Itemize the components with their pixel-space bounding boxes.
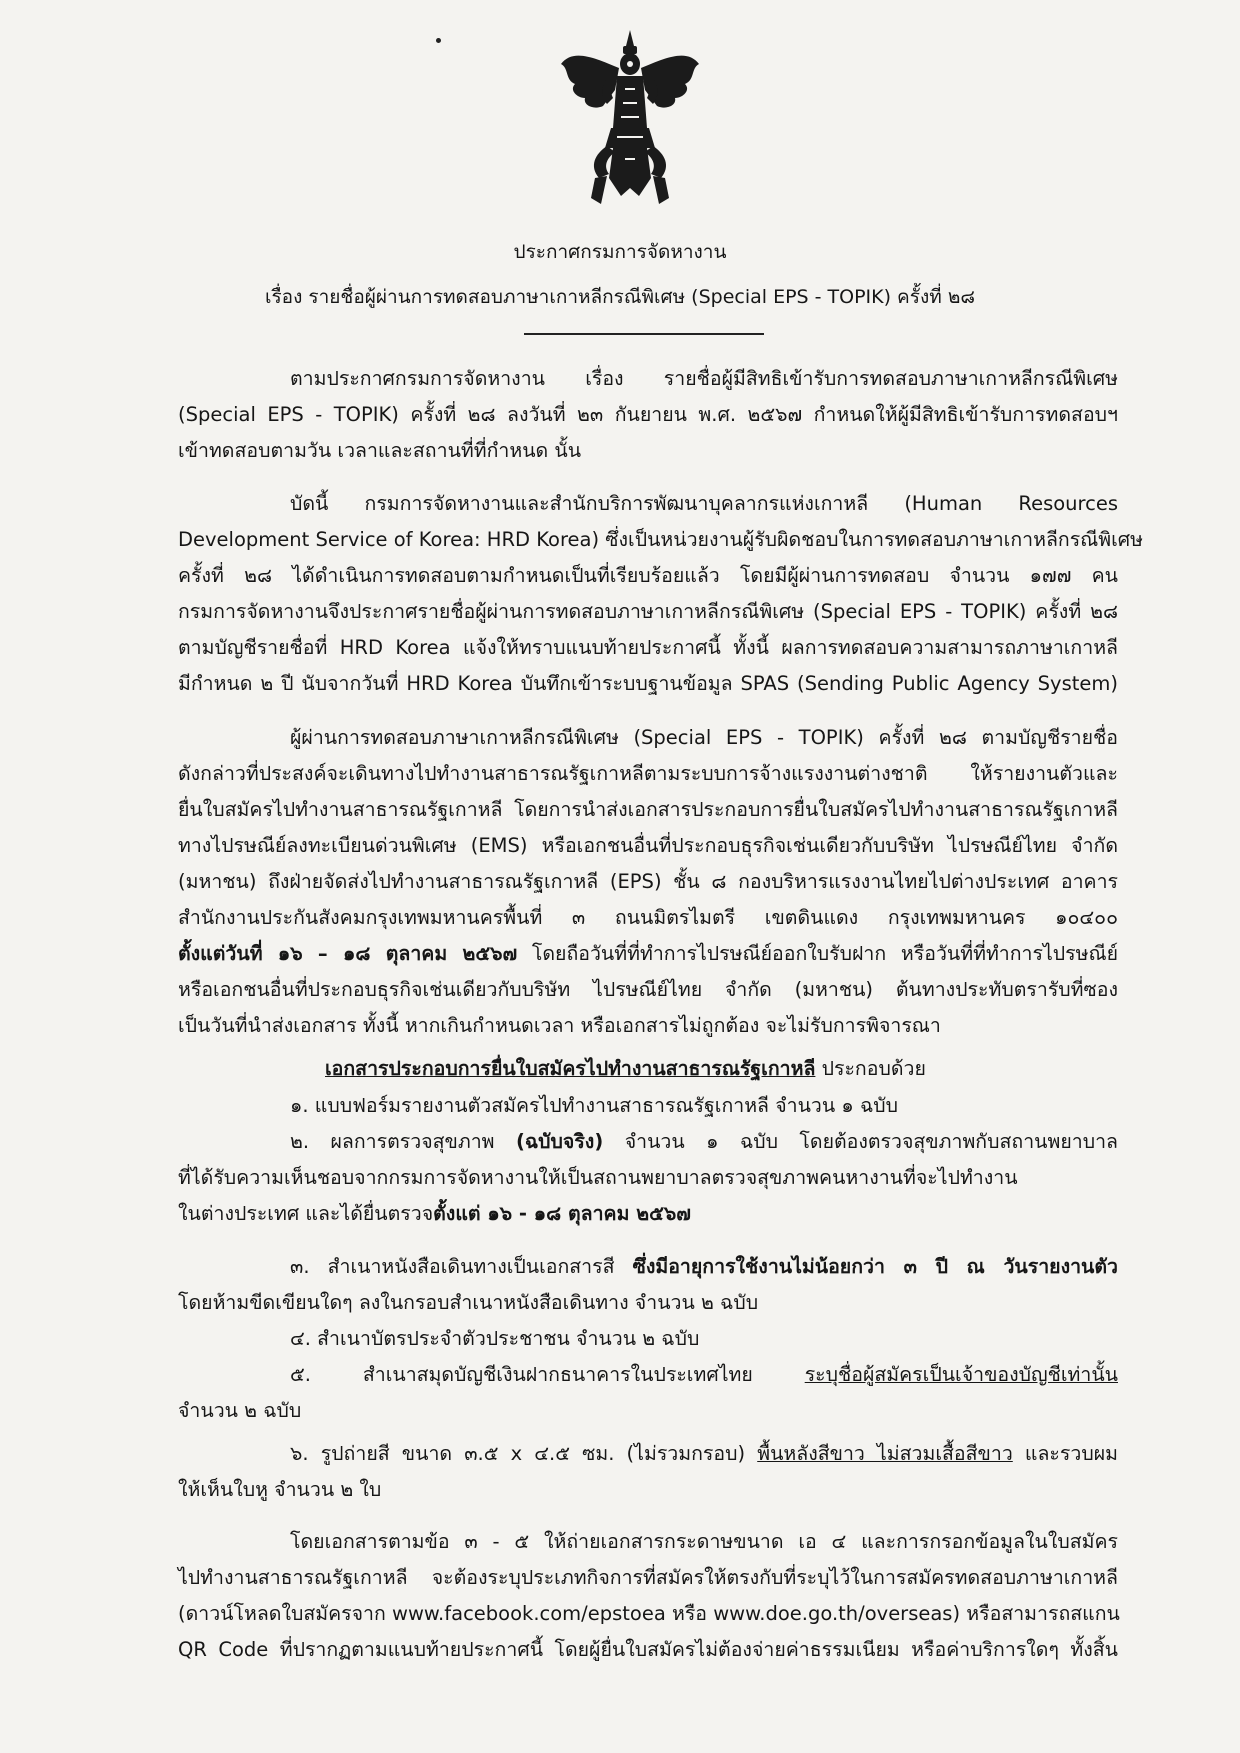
paragraph-3-line-8: หรือเอกชนอื่นที่ประกอบธุรกิจเช่นเดียวกับบริษัท ไปรษณีย์ไทย จำกัด (มหาชน) ต้นทางประทับตรารับที่ซอง <box>178 978 1118 1001</box>
submission-dates: ตั้งแต่วันที่ ๑๖ – ๑๘ ตุลาคม ๒๕๖๗ <box>178 942 518 965</box>
document-item-2: ๒. ผลการตรวจสุขภาพ (ฉบับจริง) จำนวน ๑ ฉบับ โดยต้องตรวจสุขภาพกับสถานพยาบาล <box>290 1130 1118 1153</box>
document-item-6-line-2: ให้เห็นใบหู จำนวน ๒ ใบ <box>178 1478 382 1501</box>
paragraph-4-line-4: QR Code ที่ปรากฏตามแนบท้ายประกาศนี้ โดยผู้ยื่นใบสมัครไม่ต้องจ่ายค่าธรรมเนียม หรือค่าบริการใดๆ ทั้งสิ้น <box>178 1638 1118 1661</box>
document-item-4: ๔. สำเนาบัตรประจำตัวประชาชน จำนวน ๒ ฉบับ <box>290 1327 700 1350</box>
paragraph-4-line-2: ไปทำงานสาธารณรัฐเกาหลี จะต้องระบุประเภทกิจการที่สมัครให้ตรงกับที่ระบุไว้ในการสมัครทดสอบภาษาเกาหลี <box>178 1566 1118 1589</box>
paragraph-2-line-1: บัดนี้ กรมการจัดหางานและสำนักบริการพัฒนาบุคลากรแห่งเกาหลี (Human Resources <box>290 492 1118 515</box>
paragraph-2-line-3: ครั้งที่ ๒๘ ได้ดำเนินการทดสอบตามกำหนดเป็นที่เรียบร้อยแล้ว โดยมีผู้ผ่านการทดสอบ จำนวน ๑๗๗ คน <box>178 564 1118 587</box>
paragraph-3-line-6: สำนักงานประกันสังคมกรุงเทพมหานครพื้นที่ ๓ ถนนมิตรไมตรี เขตดินแดง กรุงเทพมหานคร ๑๐๔๐๐ <box>178 906 1118 929</box>
paragraph-3-line-4: ทางไปรษณีย์ลงทะเบียนด่วนพิเศษ (EMS) หรือเอกชนอื่นที่ประกอบธุรกิจเช่นเดียวกับบริษัท ไปรษณีย์ไทย จำกัด <box>178 834 1118 857</box>
paragraph-3-line-9: เป็นวันที่นำส่งเอกสาร ทั้งนี้ หากเกินกำหนดเวลา หรือเอกสารไม่ถูกต้อง จะไม่รับการพิจารณา <box>178 1014 941 1037</box>
paragraph-2-line-5: ตามบัญชีรายชื่อที่ HRD Korea แจ้งให้ทราบแนบท้ายประกาศนี้ ทั้งนี้ ผลการทดสอบความสามารถภาษาเกาหลี <box>178 636 1118 659</box>
paragraph-2-line-6: มีกำหนด ๒ ปี นับจากวันที่ HRD Korea บันทึกเข้าระบบฐานข้อมูล SPAS (Sending Public Agency System) <box>178 672 1118 695</box>
paragraph-3-line-7: ตั้งแต่วันที่ ๑๖ – ๑๘ ตุลาคม ๒๕๖๗ โดยถือวันที่ที่ทำการไปรษณีย์ออกใบรับฝาก หรือวันที่ที่ทำการไปรษณีย์ <box>178 942 1119 965</box>
document-item-2-line-3: ในต่างประเทศ และได้ยื่นตรวจตั้งแต่ ๑๖ - ๑๘ ตุลาคม ๒๕๖๗ <box>178 1202 691 1225</box>
paragraph-1-line-2: (Special EPS - TOPIK) ครั้งที่ ๒๘ ลงวันที่ ๒๓ กันยายน พ.ศ. ๒๕๖๗ กำหนดให้ผู้มีสิทธิเข้ารับการทดสอบฯ <box>178 403 1118 426</box>
document-item-5-line-2: จำนวน ๒ ฉบับ <box>178 1399 302 1422</box>
document-item-3-line-2: โดยห้ามขีดเขียนใดๆ ลงในกรอบสำเนาหนังสือเดินทาง จำนวน ๒ ฉบับ <box>178 1291 759 1314</box>
garuda-emblem <box>555 28 705 208</box>
title-divider <box>524 333 764 335</box>
paragraph-3-line-1: ผู้ผ่านการทดสอบภาษาเกาหลีกรณีพิเศษ (Special EPS - TOPIK) ครั้งที่ ๒๘ ตามบัญชีรายชื่อ <box>290 726 1118 749</box>
paragraph-2-line-4: กรมการจัดหางานจึงประกาศรายชื่อผู้ผ่านการทดสอบภาษาเกาหลีกรณีพิเศษ (Special EPS - TOPIK) ครั้งที่ ๒๘ <box>178 600 1118 623</box>
announcement-subject: เรื่อง รายชื่อผู้ผ่านการทดสอบภาษาเกาหลีกรณีพิเศษ (Special EPS - TOPIK) ครั้งที่ ๒๘ <box>264 286 975 308</box>
paragraph-4-line-1: โดยเอกสารตามข้อ ๓ - ๕ ให้ถ่ายเอกสารกระดาษขนาด เอ ๔ และการกรอกข้อมูลในใบสมัคร <box>290 1530 1118 1553</box>
document-item-1: ๑. แบบฟอร์มรายงานตัวสมัครไปทำงานสาธารณรัฐเกาหลี จำนวน ๑ ฉบับ <box>290 1094 898 1117</box>
paragraph-4-line-3: (ดาวน์โหลดใบสมัครจาก www.facebook.com/epstoea หรือ www.doe.go.th/overseas) หรือสามารถสแกน <box>178 1602 1120 1625</box>
document-item-3: ๓. สำเนาหนังสือเดินทางเป็นเอกสารสี ซึ่งมีอายุการใช้งานไม่น้อยกว่า ๓ ปี ณ วันรายงานตัว <box>290 1255 1118 1278</box>
document-item-6: ๖. รูปถ่ายสี ขนาด ๓.๕ x ๔.๕ ซม. (ไม่รวมกรอบ) พื้นหลังสีขาว ไม่สวมเสื้อสีขาว และรวบผม <box>290 1442 1118 1465</box>
document-item-5: ๕. สำเนาสมุดบัญชีเงินฝากธนาคารในประเทศไทย ระบุชื่อผู้สมัครเป็นเจ้าของบัญชีเท่านั้น <box>290 1363 1118 1386</box>
paragraph-3-line-3: ยื่นใบสมัครไปทำงานสาธารณรัฐเกาหลี โดยการนำส่งเอกสารประกอบการยื่นใบสมัครไปทำงานสาธารณรัฐเกาหลี <box>178 798 1118 821</box>
document-item-2-line-2: ที่ได้รับความเห็นชอบจากกรมการจัดหางานให้เป็นสถานพยาบาลตรวจสุขภาพคนหางานที่จะไปทำงาน <box>178 1166 1018 1189</box>
paragraph-3-line-2: ดังกล่าวที่ประสงค์จะเดินทางไปทำงานสาธารณรัฐเกาหลีตามระบบการจ้างแรงงานต่างชาติ ให้รายงานตัวและ <box>178 762 1118 785</box>
announcement-title: ประกาศกรมการจัดหางาน <box>513 241 727 263</box>
documents-heading: เอกสารประกอบการยื่นใบสมัครไปทำงานสาธารณรัฐเกาหลี ประกอบด้วย <box>325 1057 926 1080</box>
scan-speck <box>436 38 441 43</box>
paragraph-1-line-1: ตามประกาศกรมการจัดหางาน เรื่อง รายชื่อผู้มีสิทธิเข้ารับการทดสอบภาษาเกาหลีกรณีพิเศษ <box>290 367 1118 390</box>
paragraph-1-line-3: เข้าทดสอบตามวัน เวลาและสถานที่ที่กำหนด นั้น <box>178 439 582 462</box>
paragraph-3-line-5: (มหาชน) ถึงฝ่ายจัดส่งไปทำงานสาธารณรัฐเกาหลี (EPS) ชั้น ๘ กองบริหารแรงงานไทยไปต่างประเทศ อาคาร <box>178 870 1118 893</box>
paragraph-2-line-2: Development Service of Korea: HRD Korea) ซึ่งเป็นหน่วยงานผู้รับผิดชอบในการทดสอบภาษาเกาหลีกรณีพิเศษ <box>178 528 1144 551</box>
